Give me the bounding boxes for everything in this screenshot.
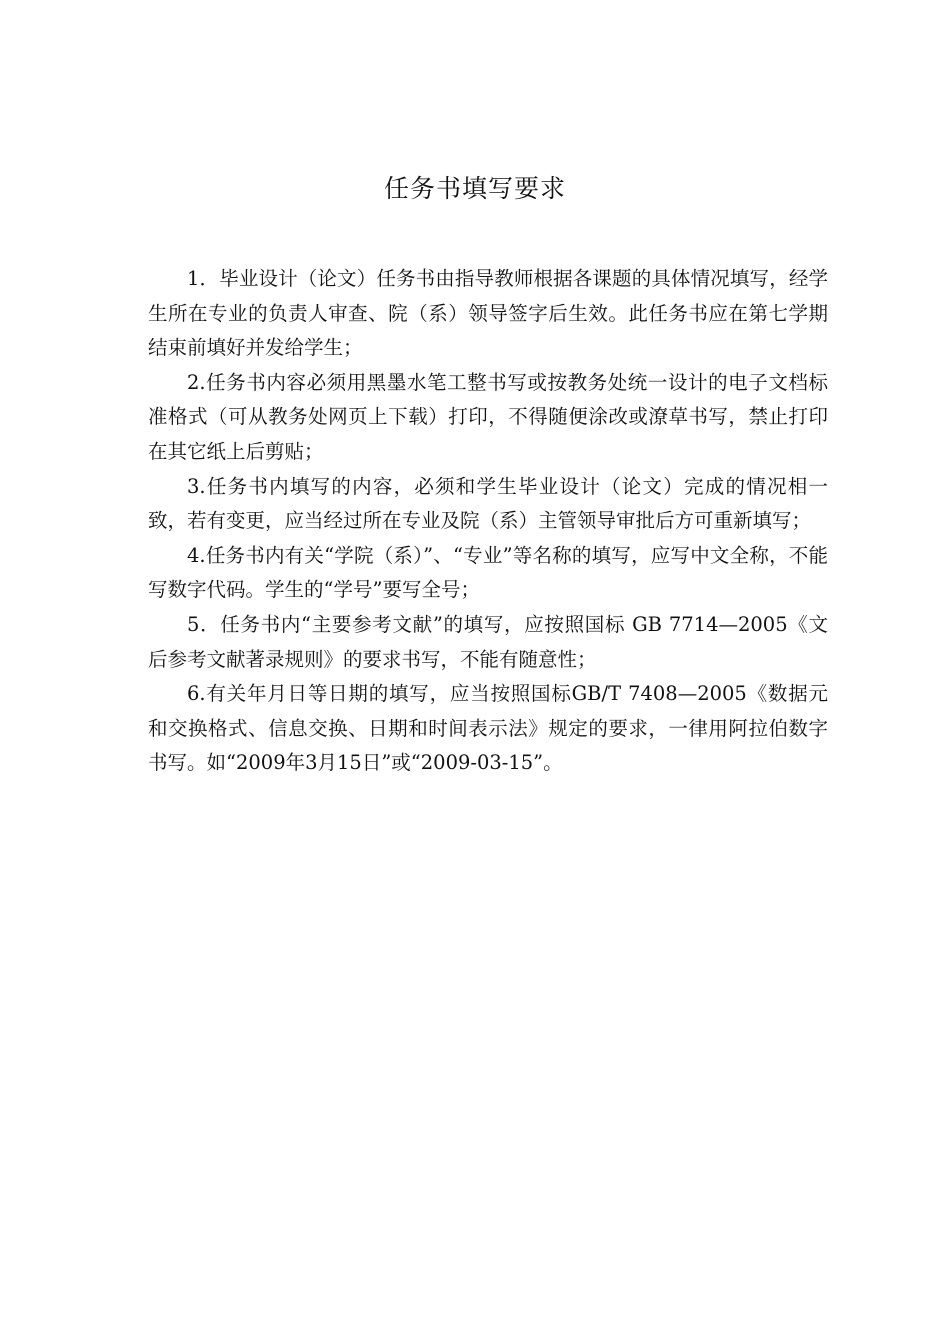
page-title: 任务书填写要求 xyxy=(383,174,566,203)
requirement-paragraph-2: 2.任务书内容必须用黑墨水笔工整书写或按教务处统一设计的电子文档标准格式（可从教务处网页上下载）打印，不得随便涂改或潦草书写，禁止打印在其它纸上后剪贴； xyxy=(148,370,828,463)
requirement-paragraph-6: 6.有关年月日等日期的填写，应当按照国标GB/T 7408—2005《数据元和交换格式、信息交换、日期和时间表示法》规定的要求，一律用阿拉伯数字书写。如“2009年3月15日”或“2009-03-15”。 xyxy=(148,682,828,775)
requirements-list xyxy=(148,262,828,781)
requirement-paragraph-3: 3.任务书内填写的内容，必须和学生毕业设计（论文）完成的情况相一致，若有变更，应当经过所在专业及院（系）主管领导审批后方可重新填写； xyxy=(148,474,828,533)
requirement-paragraph-5: 5．任务书内“主要参考文献”的填写，应按照国标 GB 7714—2005《文后参考文献著录规则》的要求书写，不能有随意性； xyxy=(148,612,828,671)
requirement-paragraph-1: 1．毕业设计（论文）任务书由指导教师根据各课题的具体情况填写，经学生所在专业的负责人审查、院（系）领导签字后生效。此任务书应在第七学期结束前填好并发给学生； xyxy=(148,267,828,360)
requirement-paragraph-4: 4.任务书内有关“学院（系）”、“专业”等名称的填写，应写中文全称，不能写数字代码。学生的“学号”要写全号； xyxy=(148,543,828,602)
